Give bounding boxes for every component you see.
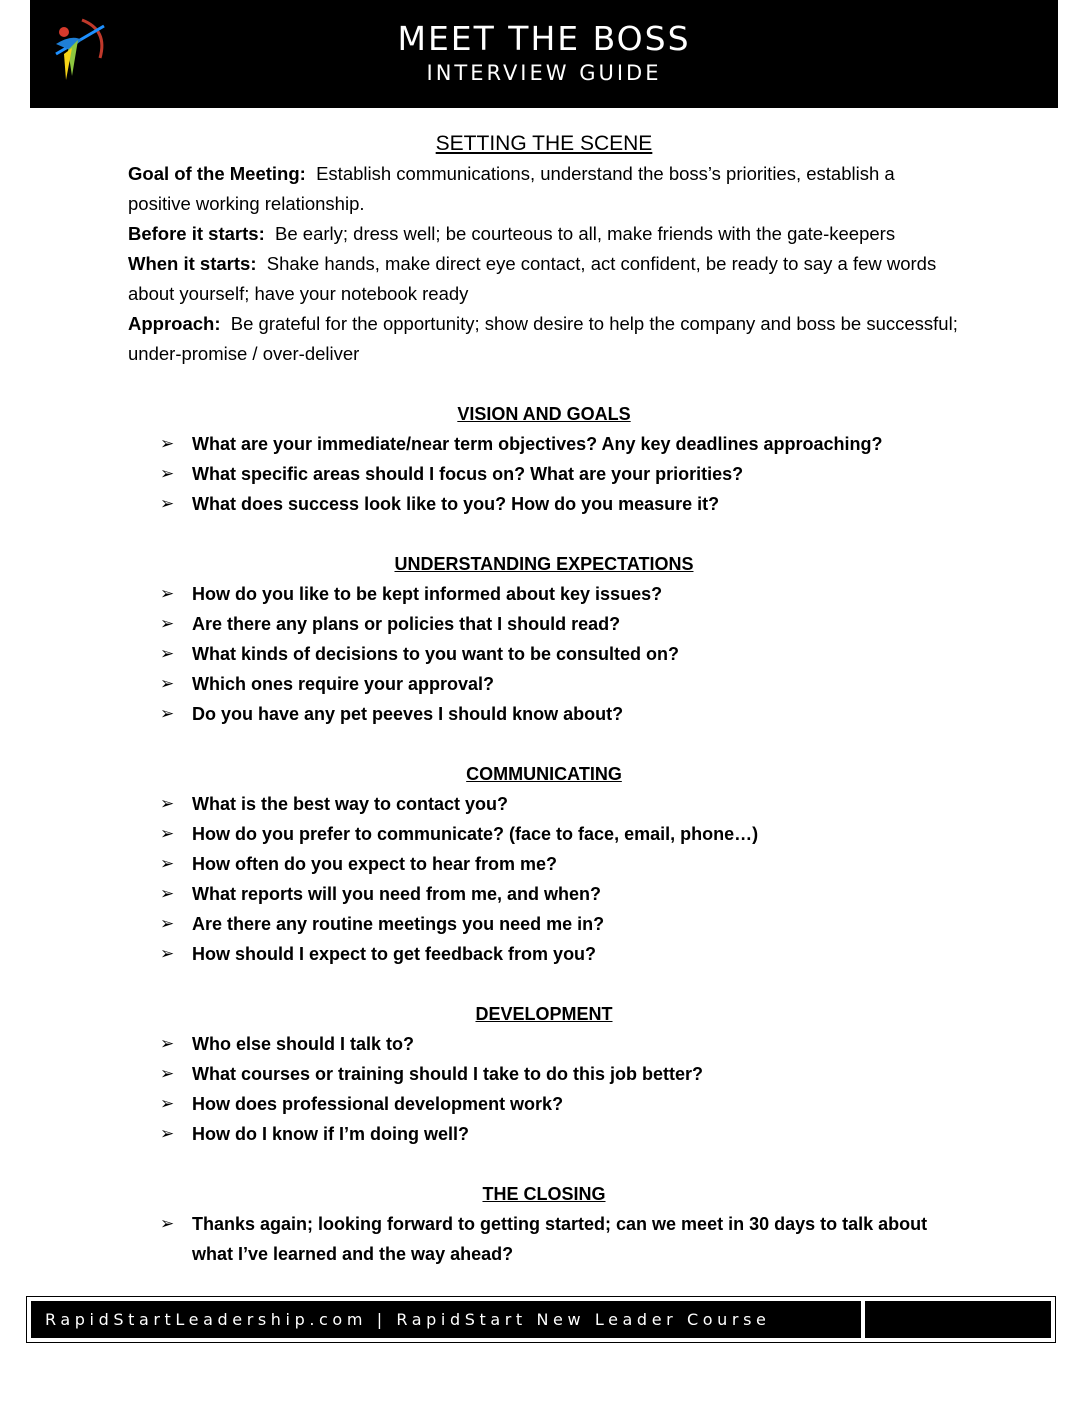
paragraph-label: Before it starts:: [128, 223, 265, 244]
arrow-bullet-icon: ➢: [160, 494, 175, 513]
list-item: [128, 789, 960, 819]
list-item: [128, 939, 960, 969]
paragraph-label: When it starts:: [128, 253, 257, 274]
question-text: What specific areas should I focus on? What are your priorities?: [192, 464, 744, 484]
question-text: Do you have any pet peeves I should know about?: [192, 704, 624, 724]
page-header: [30, 0, 1058, 108]
question-text: What reports will you need from me, and when?: [192, 884, 602, 904]
arrow-bullet-icon: ➢: [160, 914, 175, 933]
arrow-bullet-icon: ➢: [160, 824, 175, 843]
scene-paragraph: [128, 249, 960, 309]
question-list: [128, 579, 960, 729]
arrow-bullet-icon: ➢: [160, 704, 175, 723]
list-item: [128, 699, 960, 729]
vision-and-goals-section: [128, 399, 960, 519]
question-text: How should I expect to get feedback from you?: [192, 944, 597, 964]
list-item: [128, 639, 960, 669]
list-item: [128, 1119, 960, 1149]
scene-paragraph: [128, 159, 960, 219]
document-title: MEET THE BOSS: [397, 19, 691, 58]
section-title: COMMUNICATING: [466, 764, 622, 784]
list-item: [128, 669, 960, 699]
paragraph-text: Be early; dress well; be courteous to all, make friends with the gate-keepers: [275, 223, 896, 244]
question-text: Are there any plans or policies that I should read?: [192, 614, 621, 634]
list-item: [128, 609, 960, 639]
list-item: [128, 1089, 960, 1119]
section-title: THE CLOSING: [482, 1184, 606, 1204]
arrow-bullet-icon: ➢: [160, 794, 175, 813]
section-title: DEVELOPMENT: [475, 1004, 613, 1024]
communicating-section: [128, 759, 960, 969]
arrow-bullet-icon: ➢: [160, 1064, 175, 1083]
question-text: What kinds of decisions to you want to be consulted on?: [192, 644, 680, 664]
section-title: SETTING THE SCENE: [435, 132, 653, 155]
list-item: [128, 879, 960, 909]
arrow-bullet-icon: ➢: [160, 1094, 175, 1113]
closing-section: [128, 1179, 960, 1269]
list-item: [128, 909, 960, 939]
question-text: Which ones require your approval?: [192, 674, 495, 694]
question-text: How do you like to be kept informed about key issues?: [192, 584, 663, 604]
question-list: [128, 789, 960, 969]
arrow-bullet-icon: ➢: [160, 464, 175, 483]
list-item: [128, 1059, 960, 1089]
question-list: [128, 1029, 960, 1149]
arrow-bullet-icon: ➢: [160, 1124, 175, 1143]
arrow-bullet-icon: ➢: [160, 434, 175, 453]
section-title: UNDERSTANDING EXPECTATIONS: [394, 554, 694, 574]
question-text: Are there any routine meetings you need me in?: [192, 914, 605, 934]
arrow-bullet-icon: ➢: [160, 614, 175, 633]
paragraph-text: Establish communications, understand the boss’s priorities, establish a positive working relationship.: [128, 163, 895, 214]
arrow-bullet-icon: ➢: [160, 944, 175, 963]
question-text: How often do you expect to hear from me?: [192, 854, 558, 874]
understanding-expectations-section: [128, 549, 960, 729]
arrow-bullet-icon: ➢: [160, 854, 175, 873]
question-text: How do I know if I’m doing well?: [192, 1124, 469, 1144]
arrow-bullet-icon: ➢: [160, 884, 175, 903]
question-text: What is the best way to contact you?: [192, 794, 509, 814]
list-item: [128, 1029, 960, 1059]
list-item: [128, 489, 960, 519]
question-text: Thanks again; looking forward to getting started; can we meet in 30 days to talk about what I’ve learned and the way ahead?: [192, 1214, 928, 1264]
paragraph-label: Approach:: [128, 313, 221, 334]
paragraph-text: Be grateful for the opportunity; show desire to help the company and boss be successful; under-promise / over-deliver: [128, 313, 958, 364]
footer-page-box: [865, 1301, 1051, 1338]
footer-text: RapidStartLeadership.com | RapidStart New Leader Course: [45, 1310, 771, 1329]
list-item: [128, 849, 960, 879]
development-section: [128, 999, 960, 1149]
footer-bar: [31, 1301, 861, 1338]
question-text: How does professional development work?: [192, 1094, 564, 1114]
section-title: VISION AND GOALS: [457, 404, 631, 424]
setting-the-scene-section: [128, 129, 960, 369]
list-item: [128, 819, 960, 849]
arrow-bullet-icon: ➢: [160, 1034, 175, 1053]
guide-body: [128, 129, 960, 1269]
list-item: [128, 459, 960, 489]
question-text: What courses or training should I take to do this job better?: [192, 1064, 704, 1084]
question-text: What are your immediate/near term objectives? Any key deadlines approaching?: [192, 434, 883, 454]
list-item: [128, 1209, 960, 1269]
arrow-bullet-icon: ➢: [160, 584, 175, 603]
document-subtitle: INTERVIEW GUIDE: [426, 61, 662, 85]
question-text: Who else should I talk to?: [192, 1034, 415, 1054]
question-list: [128, 429, 960, 519]
question-list: [128, 1209, 960, 1269]
list-item: [128, 579, 960, 609]
question-text: What does success look like to you? How do you measure it?: [192, 494, 720, 514]
arrow-bullet-icon: ➢: [160, 644, 175, 663]
arrow-bullet-icon: ➢: [160, 1214, 175, 1233]
list-item: [128, 429, 960, 459]
arrow-bullet-icon: ➢: [160, 674, 175, 693]
paragraph-text: Shake hands, make direct eye contact, act confident, be ready to say a few words about yourself; have your notebook ready: [128, 253, 937, 304]
page-footer: [26, 1296, 1056, 1343]
scene-paragraph: [128, 219, 960, 249]
question-text: How do you prefer to communicate? (face to face, email, phone…): [192, 824, 759, 844]
scene-paragraph: [128, 309, 960, 369]
paragraph-label: Goal of the Meeting:: [128, 163, 306, 184]
